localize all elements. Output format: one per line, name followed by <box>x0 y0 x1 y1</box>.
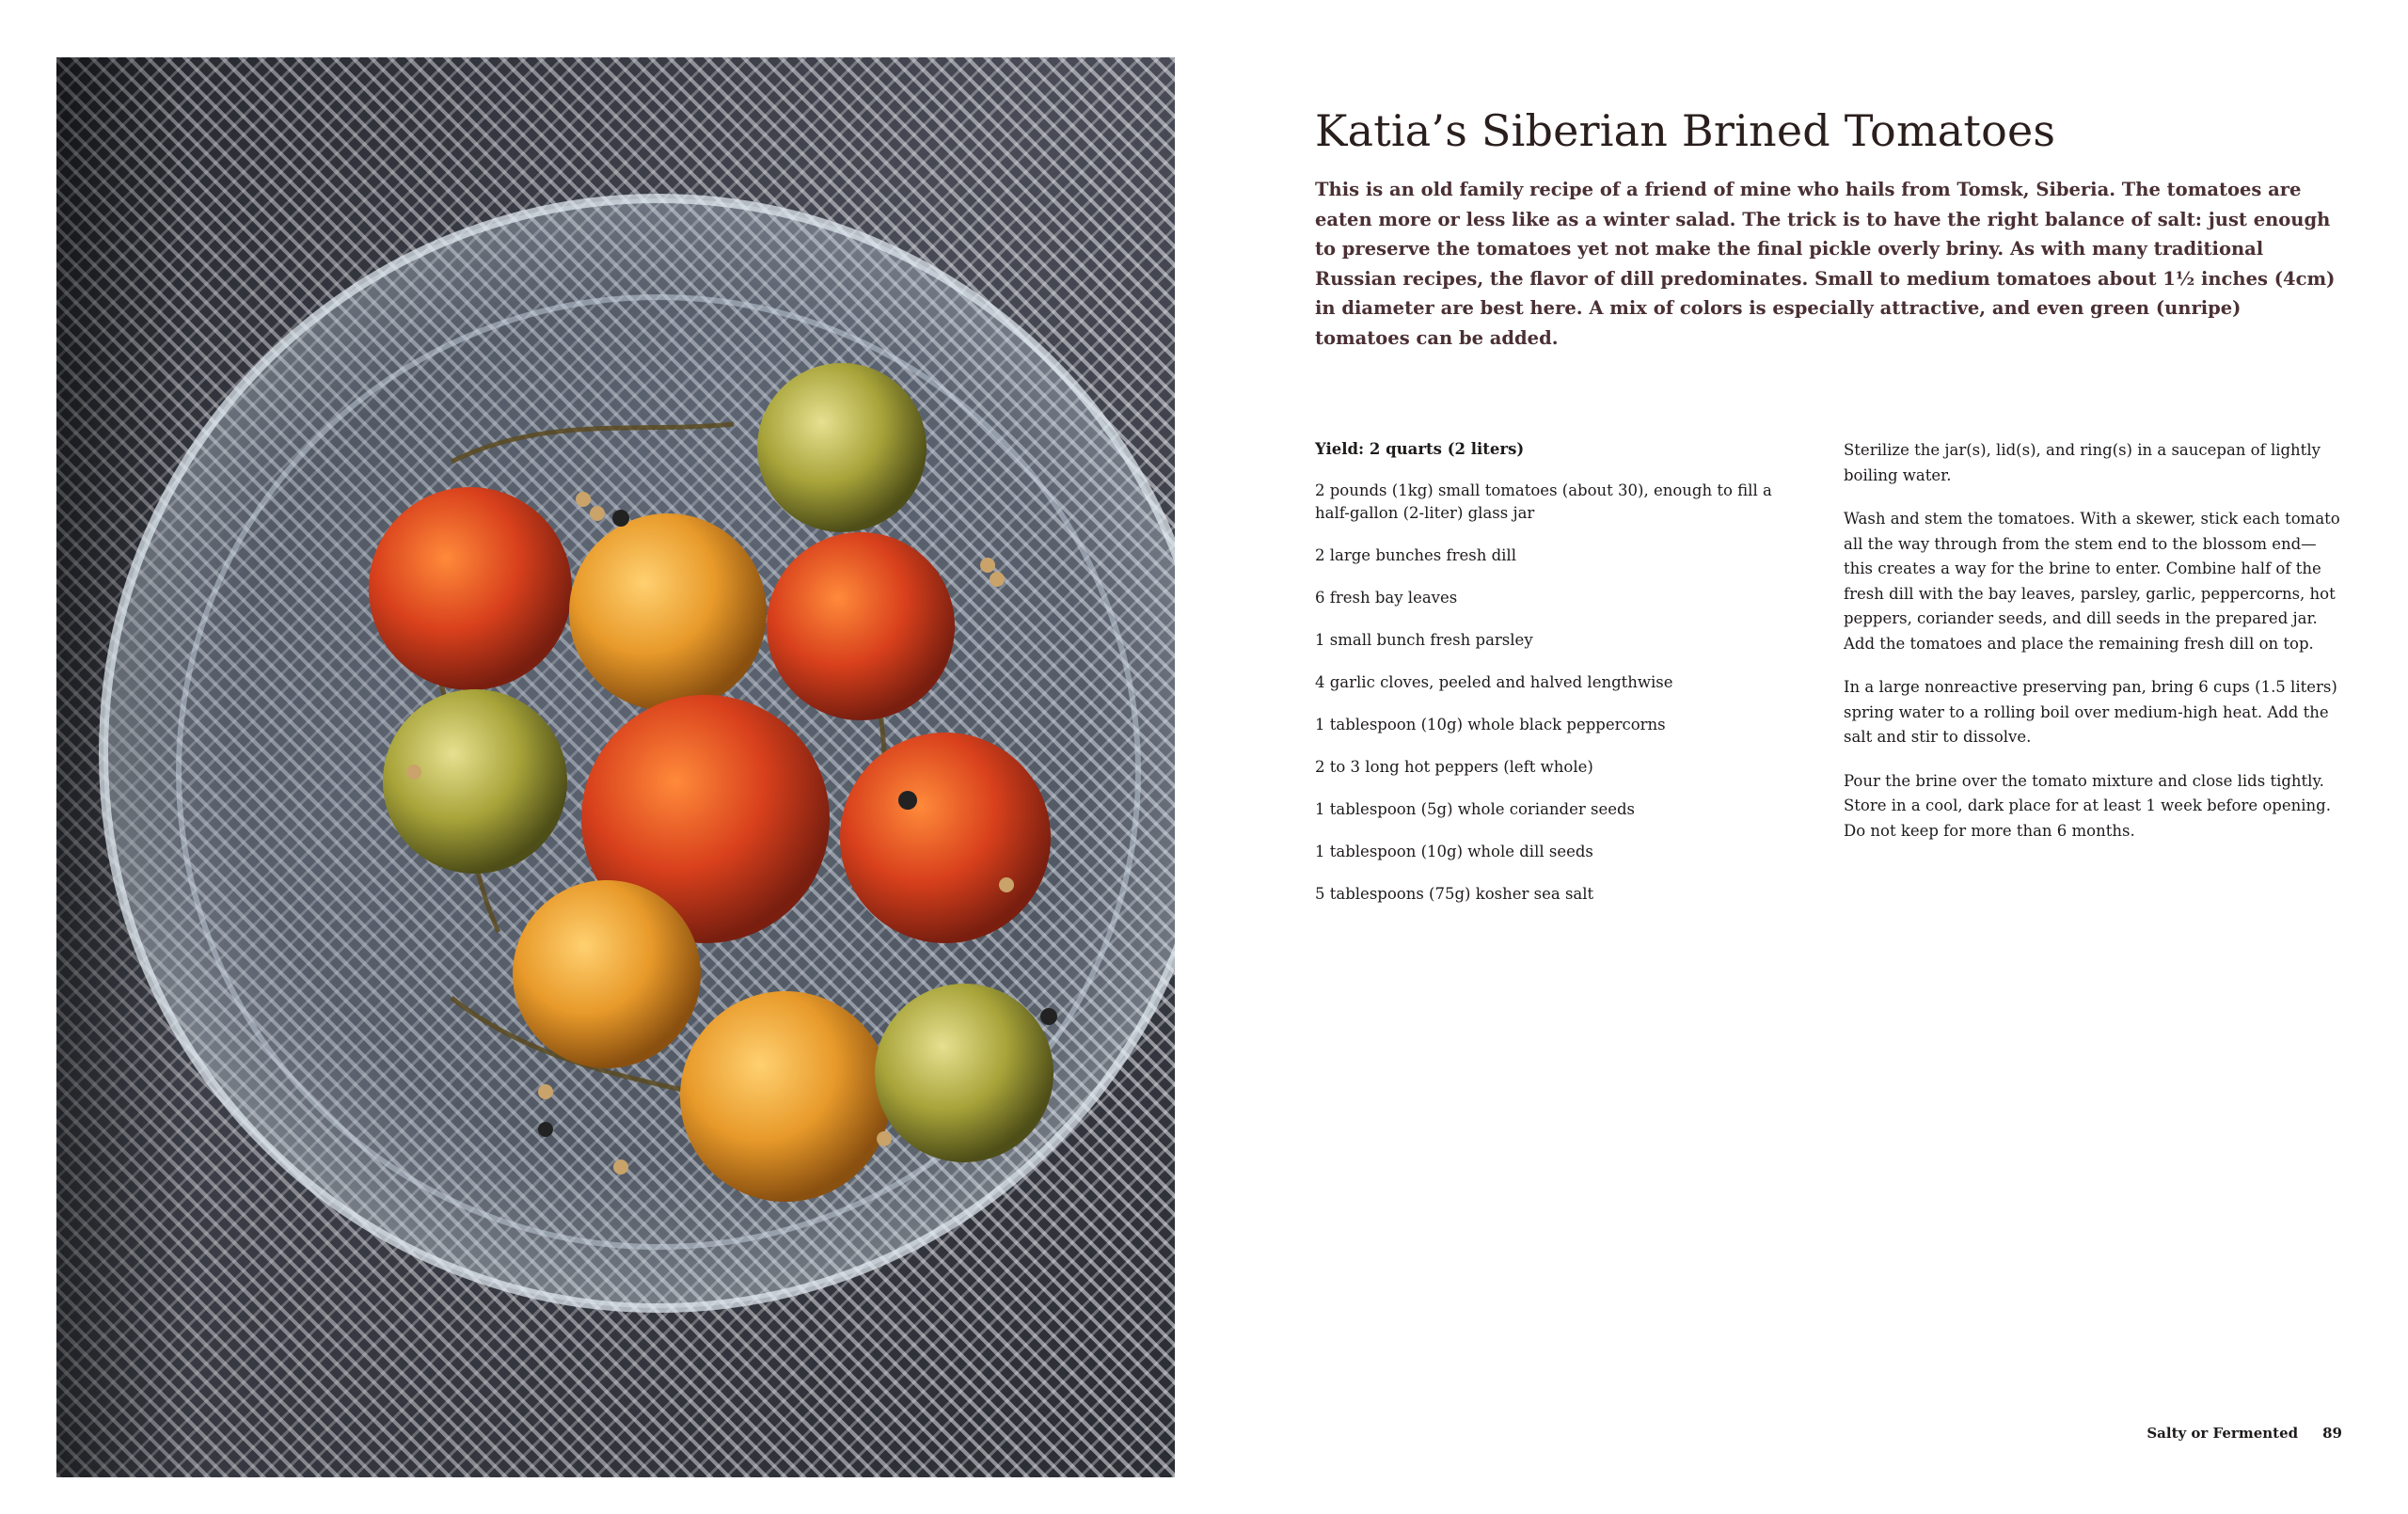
method-steps <box>1844 438 2342 862</box>
section-name: Salty or Fermented <box>2147 1425 2299 1442</box>
method-step: In a large nonreactive preserving pan, bring 6 cups (1.5 liters) spring water to a rolling boil over medium-high heat. Add the salt and stir to dissolve. <box>1844 678 2337 746</box>
ingredient-item: 2 large bunches fresh dill <box>1315 546 1516 564</box>
ingredient-item: 1 tablespoon (10g) whole dill seeds <box>1315 843 1593 860</box>
ingredient-item: 6 fresh bay leaves <box>1315 589 1458 607</box>
method-step: Sterilize the jar(s), lid(s), and ring(s) in a saucepan of lightly boiling water. <box>1844 441 2321 484</box>
photo-illustration <box>56 57 1175 1477</box>
recipe-intro: This is an old family recipe of a friend of mine who hails from Tomsk, Siberia. The tomatoes are eaten more or less like as a winter salad. The trick is to have the right balance of salt: just enough to preserve the tomatoes yet not make the final pickle overly briny. As with many traditional Russian recipes, the flavor of dill predominates. Small to medium tomatoes about 1½ inches (4cm) in diameter are best here. A mix of colors is especially attractive, and even green (unripe) tomatoes can be added. <box>1315 179 2336 349</box>
ingredient-item: 2 to 3 long hot peppers (left whole) <box>1315 758 1593 776</box>
ingredient-item: 2 pounds (1kg) small tomatoes (about 30), enough to fill a half-gallon (2-liter) glass jar <box>1315 481 1772 522</box>
ingredient-item: 1 small bunch fresh parsley <box>1315 631 1533 649</box>
recipe-yield: Yield: 2 quarts (2 liters) <box>1315 440 1525 458</box>
ingredient-item: 5 tablespoons (75g) kosher sea salt <box>1315 885 1594 903</box>
recipe-title: Katia’s Siberian Brined Tomatoes <box>1315 105 2056 156</box>
ingredient-item: 1 tablespoon (10g) whole black peppercorns <box>1315 716 1666 733</box>
ingredients-list <box>1315 438 1804 925</box>
tomato-bowl-photo <box>56 57 1175 1477</box>
method-step: Wash and stem the tomatoes. With a skewer, stick each tomato all the way through from the stem end to the blossom end—this creates a way for the brine to enter. Combine half of the fresh dill with the bay leaves, parsley, garlic, peppercorns, hot peppers, coriander seeds, and dill seeds in the prepared jar. Add the tomatoes and place the remaining fresh dill on top. <box>1844 510 2340 653</box>
page-number: 89 <box>2322 1425 2342 1442</box>
ingredient-item: 4 garlic cloves, peeled and halved lengthwise <box>1315 673 1673 691</box>
page-footer <box>2069 1425 2342 1442</box>
ingredient-item: 1 tablespoon (5g) whole coriander seeds <box>1315 800 1636 818</box>
method-step: Pour the brine over the tomato mixture and close lids tightly. Store in a cool, dark place for at least 1 week before opening. Do not keep for more than 6 months. <box>1844 771 2331 840</box>
